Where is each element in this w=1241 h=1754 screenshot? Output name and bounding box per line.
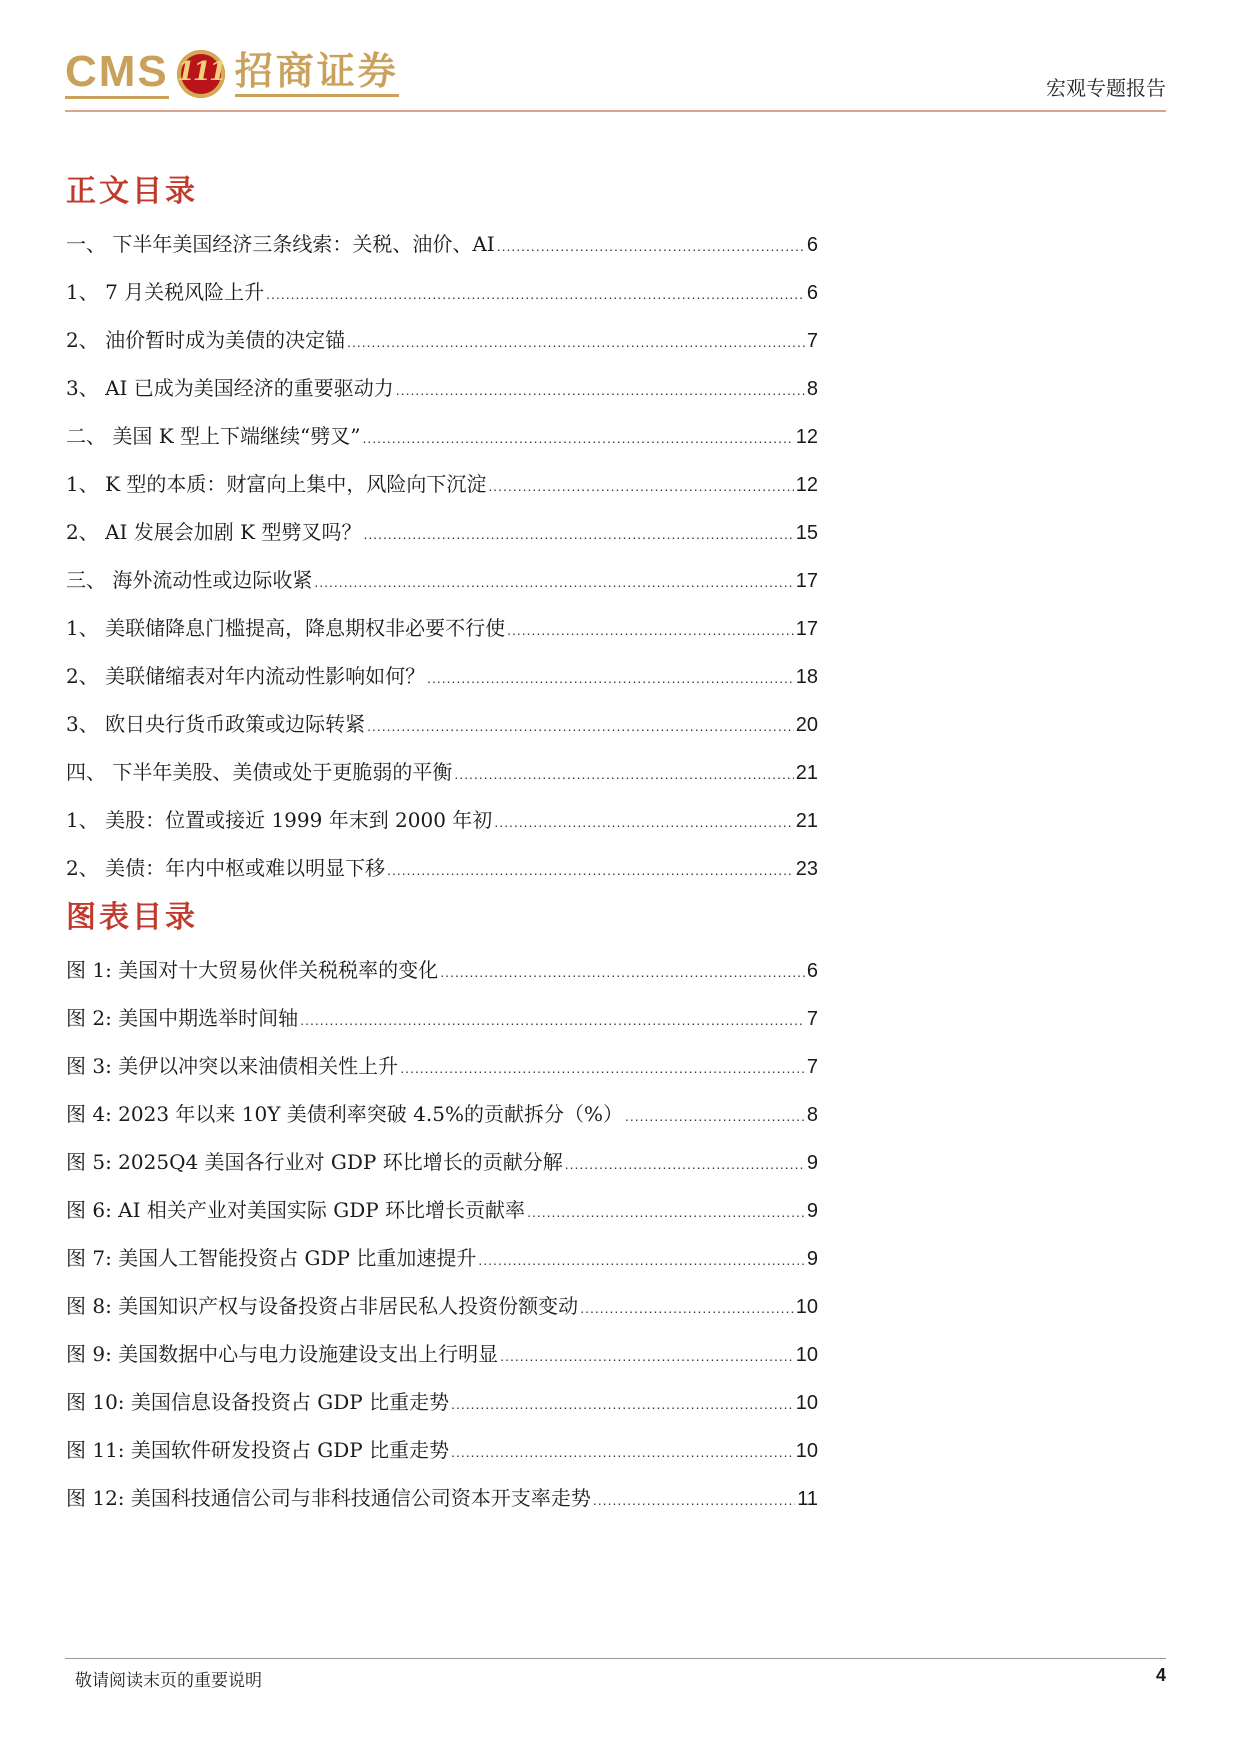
dot-leader (396, 366, 805, 414)
figures-title: 图表目录 (66, 900, 198, 935)
dot-leader (565, 1140, 805, 1188)
toc-entry-label[interactable]: 图 11: 美国软件研发投资占 GDP 比重走势 (66, 1438, 450, 1462)
dot-leader (387, 846, 794, 894)
dot-leader (625, 1092, 805, 1140)
toc-entry-label[interactable]: 1、 K 型的本质：财富向上集中，风险向下沉淀 (66, 472, 487, 496)
report-type-label: 宏观专题报告 (1046, 76, 1166, 100)
toc-entry-page[interactable]: 7 (806, 330, 818, 352)
contents-entry[interactable] (66, 796, 818, 844)
toc-entry-page[interactable]: 15 (795, 522, 818, 544)
toc-entry-page[interactable]: 8 (806, 378, 818, 400)
footer-divider (65, 1658, 1166, 1659)
toc-entry-page[interactable]: 12 (795, 474, 818, 496)
dot-leader (363, 510, 793, 558)
dot-leader (314, 558, 793, 606)
dot-leader (427, 654, 794, 702)
toc-entry-label[interactable]: 1、 美联储降息门槛提高，降息期权非必要不行使 (66, 616, 506, 640)
figure-entry[interactable] (66, 946, 818, 994)
toc-entry-page[interactable]: 21 (795, 810, 818, 832)
toc-entry-page[interactable]: 7 (806, 1056, 818, 1078)
figure-entry[interactable] (66, 1186, 818, 1234)
contents-entry[interactable] (66, 268, 818, 316)
figure-entry[interactable] (66, 1474, 818, 1522)
dot-leader (478, 1236, 805, 1284)
dot-leader (347, 318, 805, 366)
contents-entry[interactable] (66, 556, 818, 604)
dot-leader (527, 1188, 805, 1236)
company-logo (65, 44, 399, 104)
figure-entry[interactable] (66, 1426, 818, 1474)
figure-entry[interactable] (66, 1234, 818, 1282)
toc-entry-label[interactable]: 四、 下半年美股、美债或处于更脆弱的平衡 (66, 760, 453, 784)
contents-entry[interactable] (66, 364, 818, 412)
dot-leader (300, 996, 805, 1044)
toc-entry-label[interactable]: 1、 7 月关税风险上升 (66, 280, 265, 304)
toc-entry-page[interactable]: 21 (795, 762, 818, 784)
contents-title: 正文目录 (66, 174, 198, 209)
toc-entry-page[interactable]: 17 (795, 570, 818, 592)
toc-entry-page[interactable]: 12 (795, 426, 818, 448)
contents-entry[interactable] (66, 700, 818, 748)
toc-entry-label[interactable]: 图 8: 美国知识产权与设备投资占非居民私人投资份额变动 (66, 1294, 579, 1318)
toc-entry-page[interactable]: 20 (795, 714, 818, 736)
contents-entry[interactable] (66, 412, 818, 460)
toc-entry-label[interactable]: 图 7: 美国人工智能投资占 GDP 比重加速提升 (66, 1246, 477, 1270)
toc-entry-label[interactable]: 图 9: 美国数据中心与电力设施建设支出上行明显 (66, 1342, 499, 1366)
dot-leader (497, 222, 805, 270)
toc-entry-label[interactable]: 一、 下半年美国经济三条线索：关税、油价、AI (66, 232, 495, 256)
dot-leader (367, 702, 794, 750)
footer-disclaimer: 敬请阅读末页的重要说明 (75, 1671, 262, 1691)
toc-entry-label[interactable]: 图 12: 美国科技通信公司与非科技通信公司资本开支率走势 (66, 1486, 591, 1510)
dot-leader (500, 1332, 794, 1380)
toc-entry-label[interactable]: 3、 AI 已成为美国经济的重要驱动力 (66, 376, 394, 400)
dot-leader (362, 414, 793, 462)
toc-entry-label[interactable]: 图 3: 美伊以冲突以来油债相关性上升 (66, 1054, 399, 1078)
toc-entry-page[interactable]: 6 (806, 234, 818, 256)
contents-entry[interactable] (66, 460, 818, 508)
figures-list (66, 946, 818, 1522)
header-divider (65, 110, 1166, 112)
toc-entry-page[interactable]: 10 (795, 1440, 818, 1462)
toc-entry-label[interactable]: 2、 油价暂时成为美债的决定锚 (66, 328, 346, 352)
contents-entry[interactable] (66, 604, 818, 652)
toc-entry-page[interactable]: 11 (797, 1488, 818, 1510)
dot-leader (454, 750, 793, 798)
contents-entry[interactable] (66, 220, 818, 268)
figure-entry[interactable] (66, 1090, 818, 1138)
figure-entry[interactable] (66, 1378, 818, 1426)
logo-emblem-icon (177, 50, 225, 98)
contents-entry[interactable] (66, 652, 818, 700)
figure-entry[interactable] (66, 1042, 818, 1090)
toc-entry-page[interactable]: 23 (795, 858, 818, 880)
toc-entry-page[interactable]: 10 (795, 1392, 818, 1414)
toc-entry-page[interactable]: 10 (795, 1344, 818, 1366)
logo-emblem-text: 111 (176, 57, 226, 87)
contents-entry[interactable] (66, 316, 818, 364)
contents-list (66, 220, 818, 892)
dot-leader (266, 270, 805, 318)
dot-leader (488, 462, 793, 510)
dot-leader (580, 1284, 794, 1332)
toc-entry-label[interactable]: 图 2: 美国中期选举时间轴 (66, 1006, 299, 1030)
toc-entry-label[interactable]: 1、 美股：位置或接近 1999 年末到 2000 年初 (66, 808, 493, 832)
figure-entry[interactable] (66, 1138, 818, 1186)
toc-entry-label[interactable]: 图 1: 美国对十大贸易伙伴关税税率的变化 (66, 958, 439, 982)
toc-entry-label[interactable]: 2、 美联储缩表对年内流动性影响如何？ (66, 664, 426, 688)
contents-entry[interactable] (66, 508, 818, 556)
dot-leader (494, 798, 793, 846)
toc-entry-page[interactable]: 6 (806, 282, 818, 304)
toc-entry-label[interactable]: 2、 AI 发展会加剧 K 型劈叉吗？ (66, 520, 362, 544)
toc-entry-page[interactable]: 17 (795, 618, 818, 640)
dot-leader (440, 948, 805, 996)
toc-entry-page[interactable]: 8 (806, 1104, 818, 1126)
toc-entry-page[interactable]: 9 (806, 1248, 818, 1270)
toc-entry-label[interactable]: 二、 美国 K 型上下端继续“劈叉” (66, 424, 361, 448)
figure-entry[interactable] (66, 1282, 818, 1330)
toc-entry-label[interactable]: 2、 美债：年内中枢或难以明显下移 (66, 856, 386, 880)
figure-entry[interactable] (66, 1330, 818, 1378)
toc-entry-label[interactable]: 图 4: 2023 年以来 10Y 美债利率突破 4.5%的贡献拆分（%） (66, 1102, 623, 1126)
toc-entry-page[interactable]: 9 (806, 1152, 818, 1174)
toc-entry-page[interactable]: 10 (795, 1296, 818, 1318)
dot-leader (400, 1044, 805, 1092)
contents-entry[interactable] (66, 748, 818, 796)
dot-leader (593, 1476, 795, 1524)
toc-entry-label[interactable]: 图 5: 2025Q4 美国各行业对 GDP 环比增长的贡献分解 (66, 1150, 563, 1174)
toc-entry-page[interactable]: 18 (795, 666, 818, 688)
toc-entry-label[interactable]: 三、 海外流动性或边际收紧 (66, 568, 313, 592)
page-number: 4 (1155, 1665, 1166, 1685)
contents-entry[interactable] (66, 844, 818, 892)
toc-entry-label[interactable]: 图 10: 美国信息设备投资占 GDP 比重走势 (66, 1390, 450, 1414)
logo-chinese-name: 招商证券 (235, 52, 399, 97)
toc-entry-page[interactable]: 9 (806, 1200, 818, 1222)
toc-entry-label[interactable]: 图 6: AI 相关产业对美国实际 GDP 环比增长贡献率 (66, 1198, 526, 1222)
dot-leader (507, 606, 794, 654)
dot-leader (451, 1380, 794, 1428)
logo-cms-text: CMS (65, 50, 169, 99)
toc-entry-label[interactable]: 3、 欧日央行货币政策或边际转紧 (66, 712, 366, 736)
dot-leader (451, 1428, 794, 1476)
figure-entry[interactable] (66, 994, 818, 1042)
toc-entry-page[interactable]: 6 (806, 960, 818, 982)
toc-entry-page[interactable]: 7 (806, 1008, 818, 1030)
